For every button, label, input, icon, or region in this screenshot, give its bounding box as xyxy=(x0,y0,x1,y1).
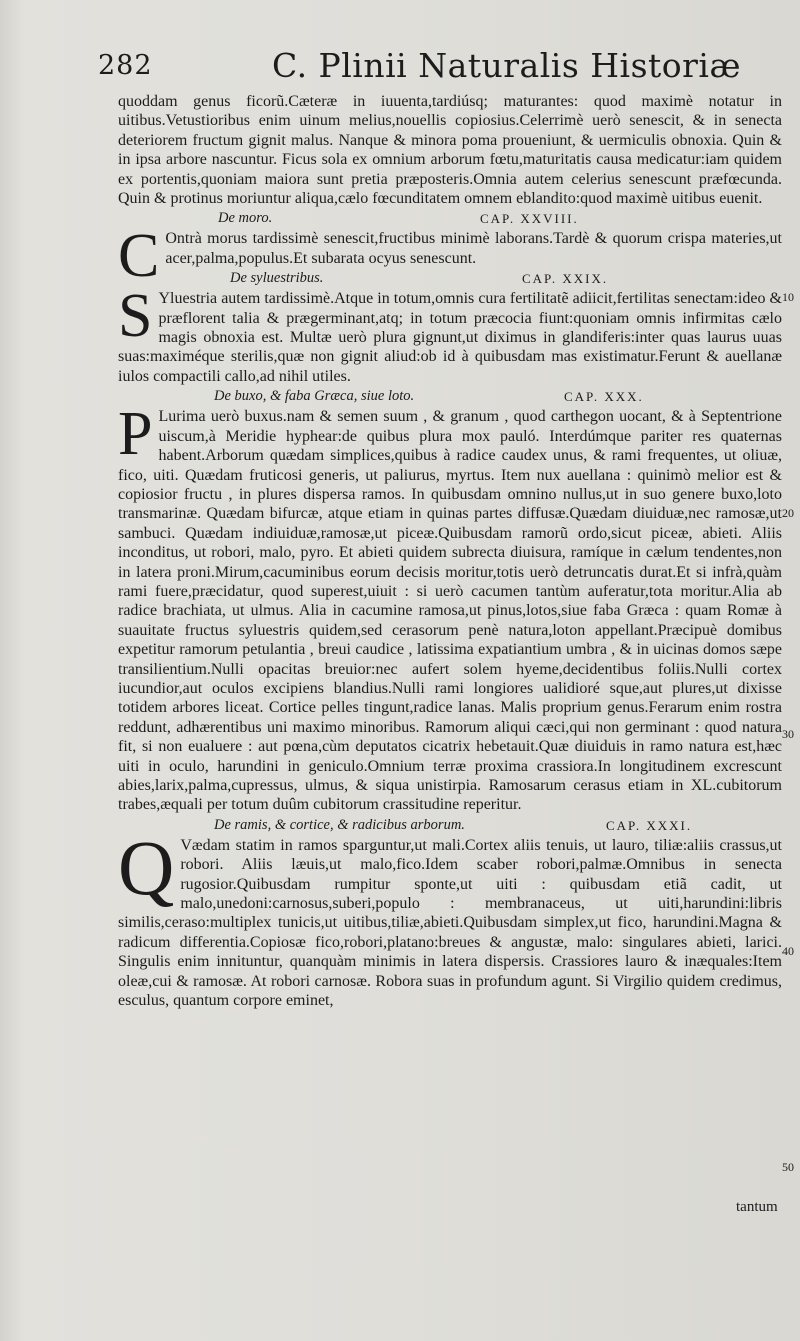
drop-capital: C xyxy=(118,222,160,291)
chapter-text: Lurima uerò buxus.nam & semen suum , & granum , quod carthegon uocant, & à Septentrione uiscum,à Meridie hyphear:de quibus plura mox pauló. Interdúmque pariter res quaternas habent.Arborum quædam simplices,quibus à radice caudex unus, & rami frequentes, ut oliuæ, fico, uiti. Quædam fruticosi generis, ut paliurus, myrtus. Item nux auellana : quinimò melior est & copiosior fructu , in plures dispersa ramos. In quibusdam omnino nullus,ut in suo genere buxo,loto transmarinæ. Quædam bifurcæ, atque etiam in quinas partes diffusæ.Quædam diuiduæ,nec ramosæ,ut sambuci. Quædam indiuiduæ,ramosæ,ut piceæ.Quibusdam ramorũ ordo,sicut piceæ, abieti. Aliis inconditus, ut robori, malo, pyro. Et abieti quidem subrecta diuisura, ramíque in cælum tendentes,non in latera proni.Mirum,cacuminibus eorum decisis moritur,totis uerò detruncatis durat.Et si infrà,quàm rami fuere,præcidatur, quod superest,uiuit : si uerò cacumen tantùm auferatur,tota moritur.Alia ab radice brachiata, ut ulmus. Alia in cacumine ramosa,ut pinus,lotos,siue faba Græca : quam Romæ à suauitate fructus syluestris quidem,sed cerasorum penè natura,loton appellant.Præcipuè domibus expetitur ramorum petulantia , breui caudice , latissima expatiantium umbra , & in uicinas domos sæpe transilientium.Nulli opacitas breuior:nec aufert solem hyeme,decidentibus foliis.Nulli cortex iucundior,aut oculos excipiens blandius.Nulli rami longiores ualidioré sque,aut plures,ut dixisse totidem arbores liceat. Cortice pelles tingunt,radice lanas. Malis proprium genus.Ferarum enim rostra reddunt, adhærentibus uni maximo minoribus. Ramorum aliqui cæci,qui non germinant : quod natura fit, si non eualuere : aut pœna,cùm deputatos cicatrix hebetauit.Quæ diuiduis in ramo natura est,hæc uiti in oculo, harundini in geniculo.Omnium terræ proxima crassiora.In longitudinem excrescunt abies,larix,palma,cupressus, ulmus, & siqua unistirpia. Ramosarum cerasus etiam in XL.cubitorum trabes,æquali per totum duûm cubitorum crassitudine reperitur. xyxy=(118,408,782,814)
page-number: 282 xyxy=(98,50,153,81)
drop-capital: P xyxy=(118,400,153,469)
margin-line-number: 20 xyxy=(782,506,794,520)
chapter-number: CAP. XXVIII. xyxy=(480,211,579,227)
chapter-text: Yluestria autem tardissimè.Atque in totum,omnis cura fertilitatẽ adiicit,fertilitas senectam:ideo & præflorent talia & prægerminant,atq; in totum præcocia fiunt:quoniam omnis infirmitas cælo magis obnoxia est. Multæ uerò plura gignunt,ut diximus in glandiferis:inter quas laurus uuas suas:maximéque sterilis,quæ non gignit aliud:ob id à quibusdam mas existimatur.Ferunt & auellanæ iulos compactili callo,ad nihil utiles. xyxy=(118,290,782,385)
chapter-heading xyxy=(118,387,782,407)
chapter-subject: De syluestribus. xyxy=(230,270,324,287)
chapter-paragraph xyxy=(118,400,782,815)
margin-line-number: 40 xyxy=(782,944,794,958)
margin-line-number: 30 xyxy=(782,727,794,741)
chapter-number: CAP. XXX. xyxy=(564,389,644,405)
body-text xyxy=(118,92,782,1010)
catchword: tantum xyxy=(736,1199,778,1215)
chapter-number: CAP. XXXI. xyxy=(606,817,693,833)
running-title: C. Plinii Naturalis Historiæ xyxy=(272,46,742,85)
chapter-text: Vædam statim in ramos sparguntur,ut mali.Cortex aliis tenuis, ut lauro, tiliæ:aliis crassus,ut robori. Aliis læuis,ut malo,fico.Idem scaber robori,palmæ.Omnibus in senecta rugosior.Quibusdam rumpitur sponte,ut uiti : quibusdam etiã cadit, ut malo,unedoni:carnosus,suberi,populo : membranaceus, ut uiti,harundini:libris similis,cerasо:multiplex tunicis,ut uitibus,tiliæ,abieti.Quibusdam simplex,ut fico, harundini.Magna & radicum differentia.Copiosæ fico,robori,platano:breues & angustæ, malo: singulares abieti, larici. Singulis enim innituntur, quanquàm minimis in latera dispersis. Crassiores lauro & inæquales:Item oleæ,cui & ramosæ. At robori carnosæ. Robora suas in profundum agunt. Si Virgilio quidem credimus, esculus, quantum corpore eminet, xyxy=(118,836,782,1010)
chapter-subject: De moro. xyxy=(218,210,273,227)
chapter-number: CAP. XXIX. xyxy=(522,271,609,287)
opening-paragraph: quoddam genus ficorũ.Cæteræ in iuuenta,tardiúsq; maturantes: quod maximè notatur in uitibus.Vetustioribus enim uinum melius,nouellis copiosius.Celerrimè uerò senescit, & in senecta deteriorem fructum gignit malus. Nanque & minora poma proueniunt, & uermiculis obnoxia. Quin & in ipsa arbore nascuntur. Ficus sola ex omnium arborum fœtu,maturitatis causa medicatur:iam quidem ex portentis,quoniam maiora sunt pretia præposteris.Omnia autem celerius senescunt præfœcunda. Quin & protinus moriuntur aliqua,cælo fœcunditatem omnem eblandito:quod maximè uitibus euenit. xyxy=(118,93,782,208)
drop-capital: S xyxy=(118,282,153,351)
chapter-paragraph xyxy=(118,282,782,386)
margin-line-number: 10 xyxy=(782,290,794,304)
margin-line-number: 50 xyxy=(782,1160,794,1174)
chapter-subject: De ramis, & cortice, & radicibus arborum. xyxy=(214,816,465,833)
chapter-text: Ontrà morus tardissimè senescit,fructibus minimè laborans.Tardè & quorum crispa materies,ut acer,palma,populus.Et subarata ocyus senescunt. xyxy=(165,230,782,267)
page-header xyxy=(0,38,800,88)
drop-capital: Q xyxy=(118,823,175,911)
chapter-heading xyxy=(118,816,782,836)
chapter-subject: De buxo, & faba Græca, siue loto. xyxy=(214,388,415,405)
chapter-heading xyxy=(118,269,782,289)
chapter-heading xyxy=(118,209,782,229)
